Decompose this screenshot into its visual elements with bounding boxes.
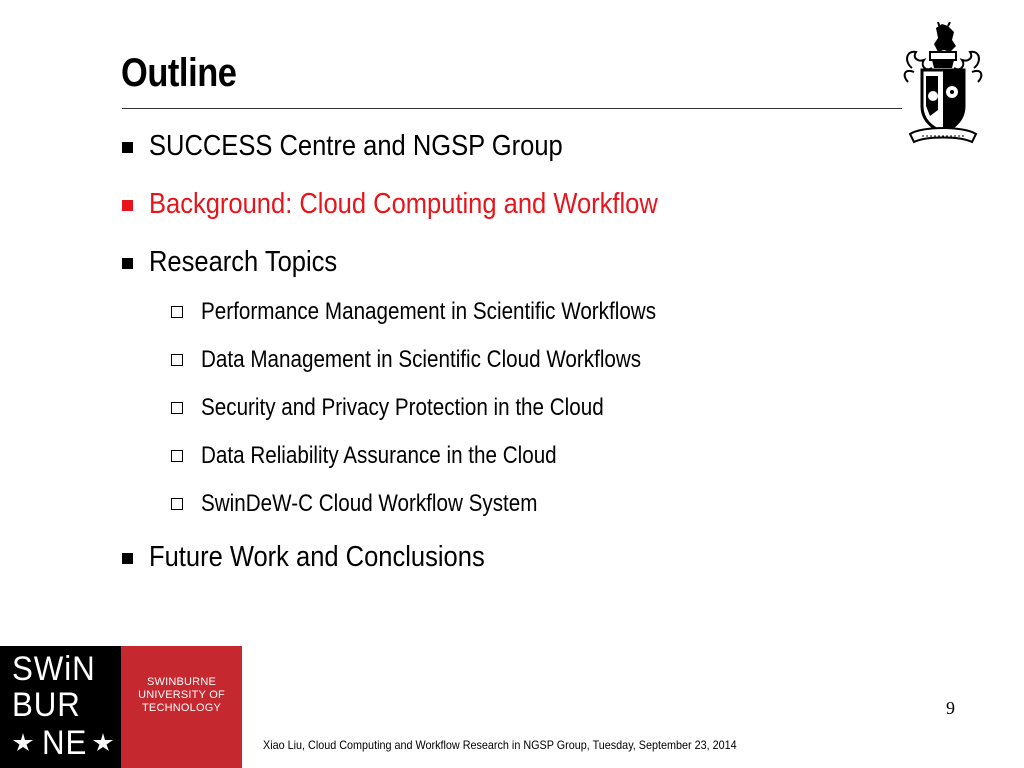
bullet-text: Research Topics [149, 246, 338, 278]
page-number: 9 [946, 698, 955, 718]
filled-square-bullet-icon [122, 142, 133, 153]
logo-wordmark [0, 646, 121, 768]
logo-name-line: UNIVERSITY OF [138, 689, 225, 701]
university-crest-icon [902, 22, 984, 148]
swinburne-logo [0, 646, 242, 768]
hollow-square-bullet-icon [171, 450, 183, 462]
wordmark-line: SWiN [12, 650, 96, 688]
sub-list-item [201, 490, 592, 518]
bullet-text: Background: Cloud Computing and Workflow [149, 188, 658, 220]
bullet-text: SUCCESS Centre and NGSP Group [149, 130, 563, 162]
star-flower-icon [92, 732, 114, 752]
slide-footer: Xiao Liu, Cloud Computing and Workflow Research in NGSP Group, Tuesday, September 23, 2014 [263, 738, 737, 752]
hollow-square-bullet-icon [171, 354, 183, 366]
hollow-square-bullet-icon [171, 402, 183, 414]
sub-list-item [201, 394, 669, 422]
list-item-active [149, 188, 727, 221]
sub-list-item [201, 346, 713, 374]
sub-bullet-text: Data Reliability Assurance in the Cloud [201, 442, 557, 469]
wordmark-line: NE [42, 724, 88, 762]
sub-list-item [201, 442, 615, 470]
list-item [149, 130, 619, 163]
filled-square-bullet-icon [122, 553, 133, 564]
filled-square-bullet-icon [122, 200, 133, 211]
sub-bullet-text: Data Management in Scientific Cloud Workflows [201, 346, 642, 373]
bullet-text: Future Work and Conclusions [149, 541, 485, 573]
hollow-square-bullet-icon [171, 306, 183, 318]
filled-square-bullet-icon [122, 258, 133, 269]
logo-name-line: TECHNOLOGY [141, 702, 221, 714]
wordmark-line: BUR [12, 686, 81, 724]
title-divider [122, 108, 902, 109]
slide-title: Outline [121, 51, 237, 95]
logo-name-line: SWINBURNE [146, 676, 217, 688]
sub-bullet-text: Performance Management in Scientific Workflows [201, 298, 657, 325]
logo-name-panel [121, 646, 242, 768]
hollow-square-bullet-icon [171, 498, 183, 510]
list-item [149, 246, 363, 279]
sub-bullet-text: Security and Privacy Protection in the Cloud [201, 394, 604, 421]
sub-bullet-text: SwinDeW-C Cloud Workflow System [201, 490, 538, 517]
list-item [149, 541, 530, 574]
sub-list-item [201, 298, 730, 326]
star-flower-icon [12, 732, 34, 752]
